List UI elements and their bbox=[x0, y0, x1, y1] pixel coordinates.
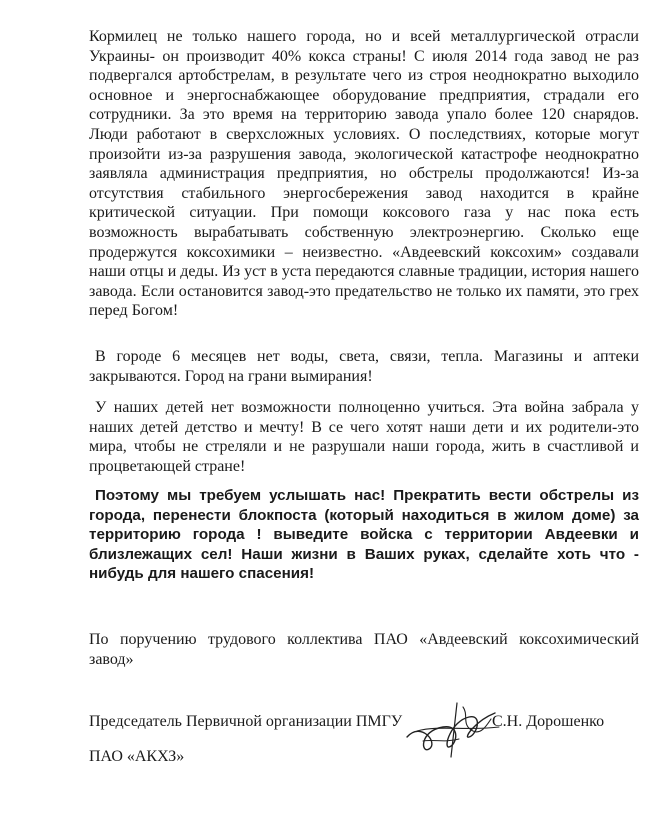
signature-role: Председатель Первичной организации ПМГУ bbox=[89, 713, 403, 730]
organization-name: ПАО «АКХЗ» bbox=[89, 748, 185, 765]
signature-line bbox=[89, 713, 639, 735]
paragraph-city: В городе 6 месяцев нет воды, света, связи, тепла. Магазины и аптеки закрываются. Город на грани вымирания! bbox=[89, 348, 639, 385]
paragraph-main: Кормилец не только нашего города, но и всей металлургической отрасли Украины- он производит 40% кокса страны! С июля 2014 года завод не раз подвергался артобстрелам, в результате чего из строя неоднократно выходило основное и энергоснабжающее оборудование предприятия, страдали его сотрудники. За это время на территорию завода упало более 120 снарядов. Люди работают в сверхсложных условиях. О последствиях, которые могут произойти из-за разрушения завода, экологической катастрофе неоднократно заявляла администрация предприятия, но обстрелы продолжаются! Из-за отсутствия стабильного энергосбережения завод находится в крайне критической ситуации. При помощи коксового газа у нас пока есть возможность вырабатывать собственную электроэнергию. Сколько еще продержутся коксохимики – неизвестно. «Авдеевский коксохим» создавали наши отцы и деды. Из уст в уста передаются славные традиции, история нашего завода. Если остановится завод-это предательство не только их памяти, это грех перед Богом! bbox=[89, 28, 639, 320]
paragraph-children: У наших детей нет возможности полноценно учиться. Эта война забрала у наших детей детство и мечту! В се чего хотят наши дети и их родители-это мира, чтобы не стреляли и не разрушали наши города, жить в счастливой и процветающей стране! bbox=[89, 399, 639, 475]
paragraph-demand: Поэтому мы требуем услышать нас! Прекратить вести обстрелы из города, перенести блокпоста (который находиться в жилом доме) за территорию города ! выведите войска с территории Авдеевки и близлежащих сел! Наши жизни в Ваших руках, сделайте хоть что - нибудь для нашего спасения! bbox=[89, 487, 639, 583]
paragraph-mandate: По поручению трудового коллектива ПАО «Авдеевский коксохимический завод» bbox=[89, 631, 639, 668]
signature-name: С.Н. Дорошенко bbox=[492, 713, 605, 730]
